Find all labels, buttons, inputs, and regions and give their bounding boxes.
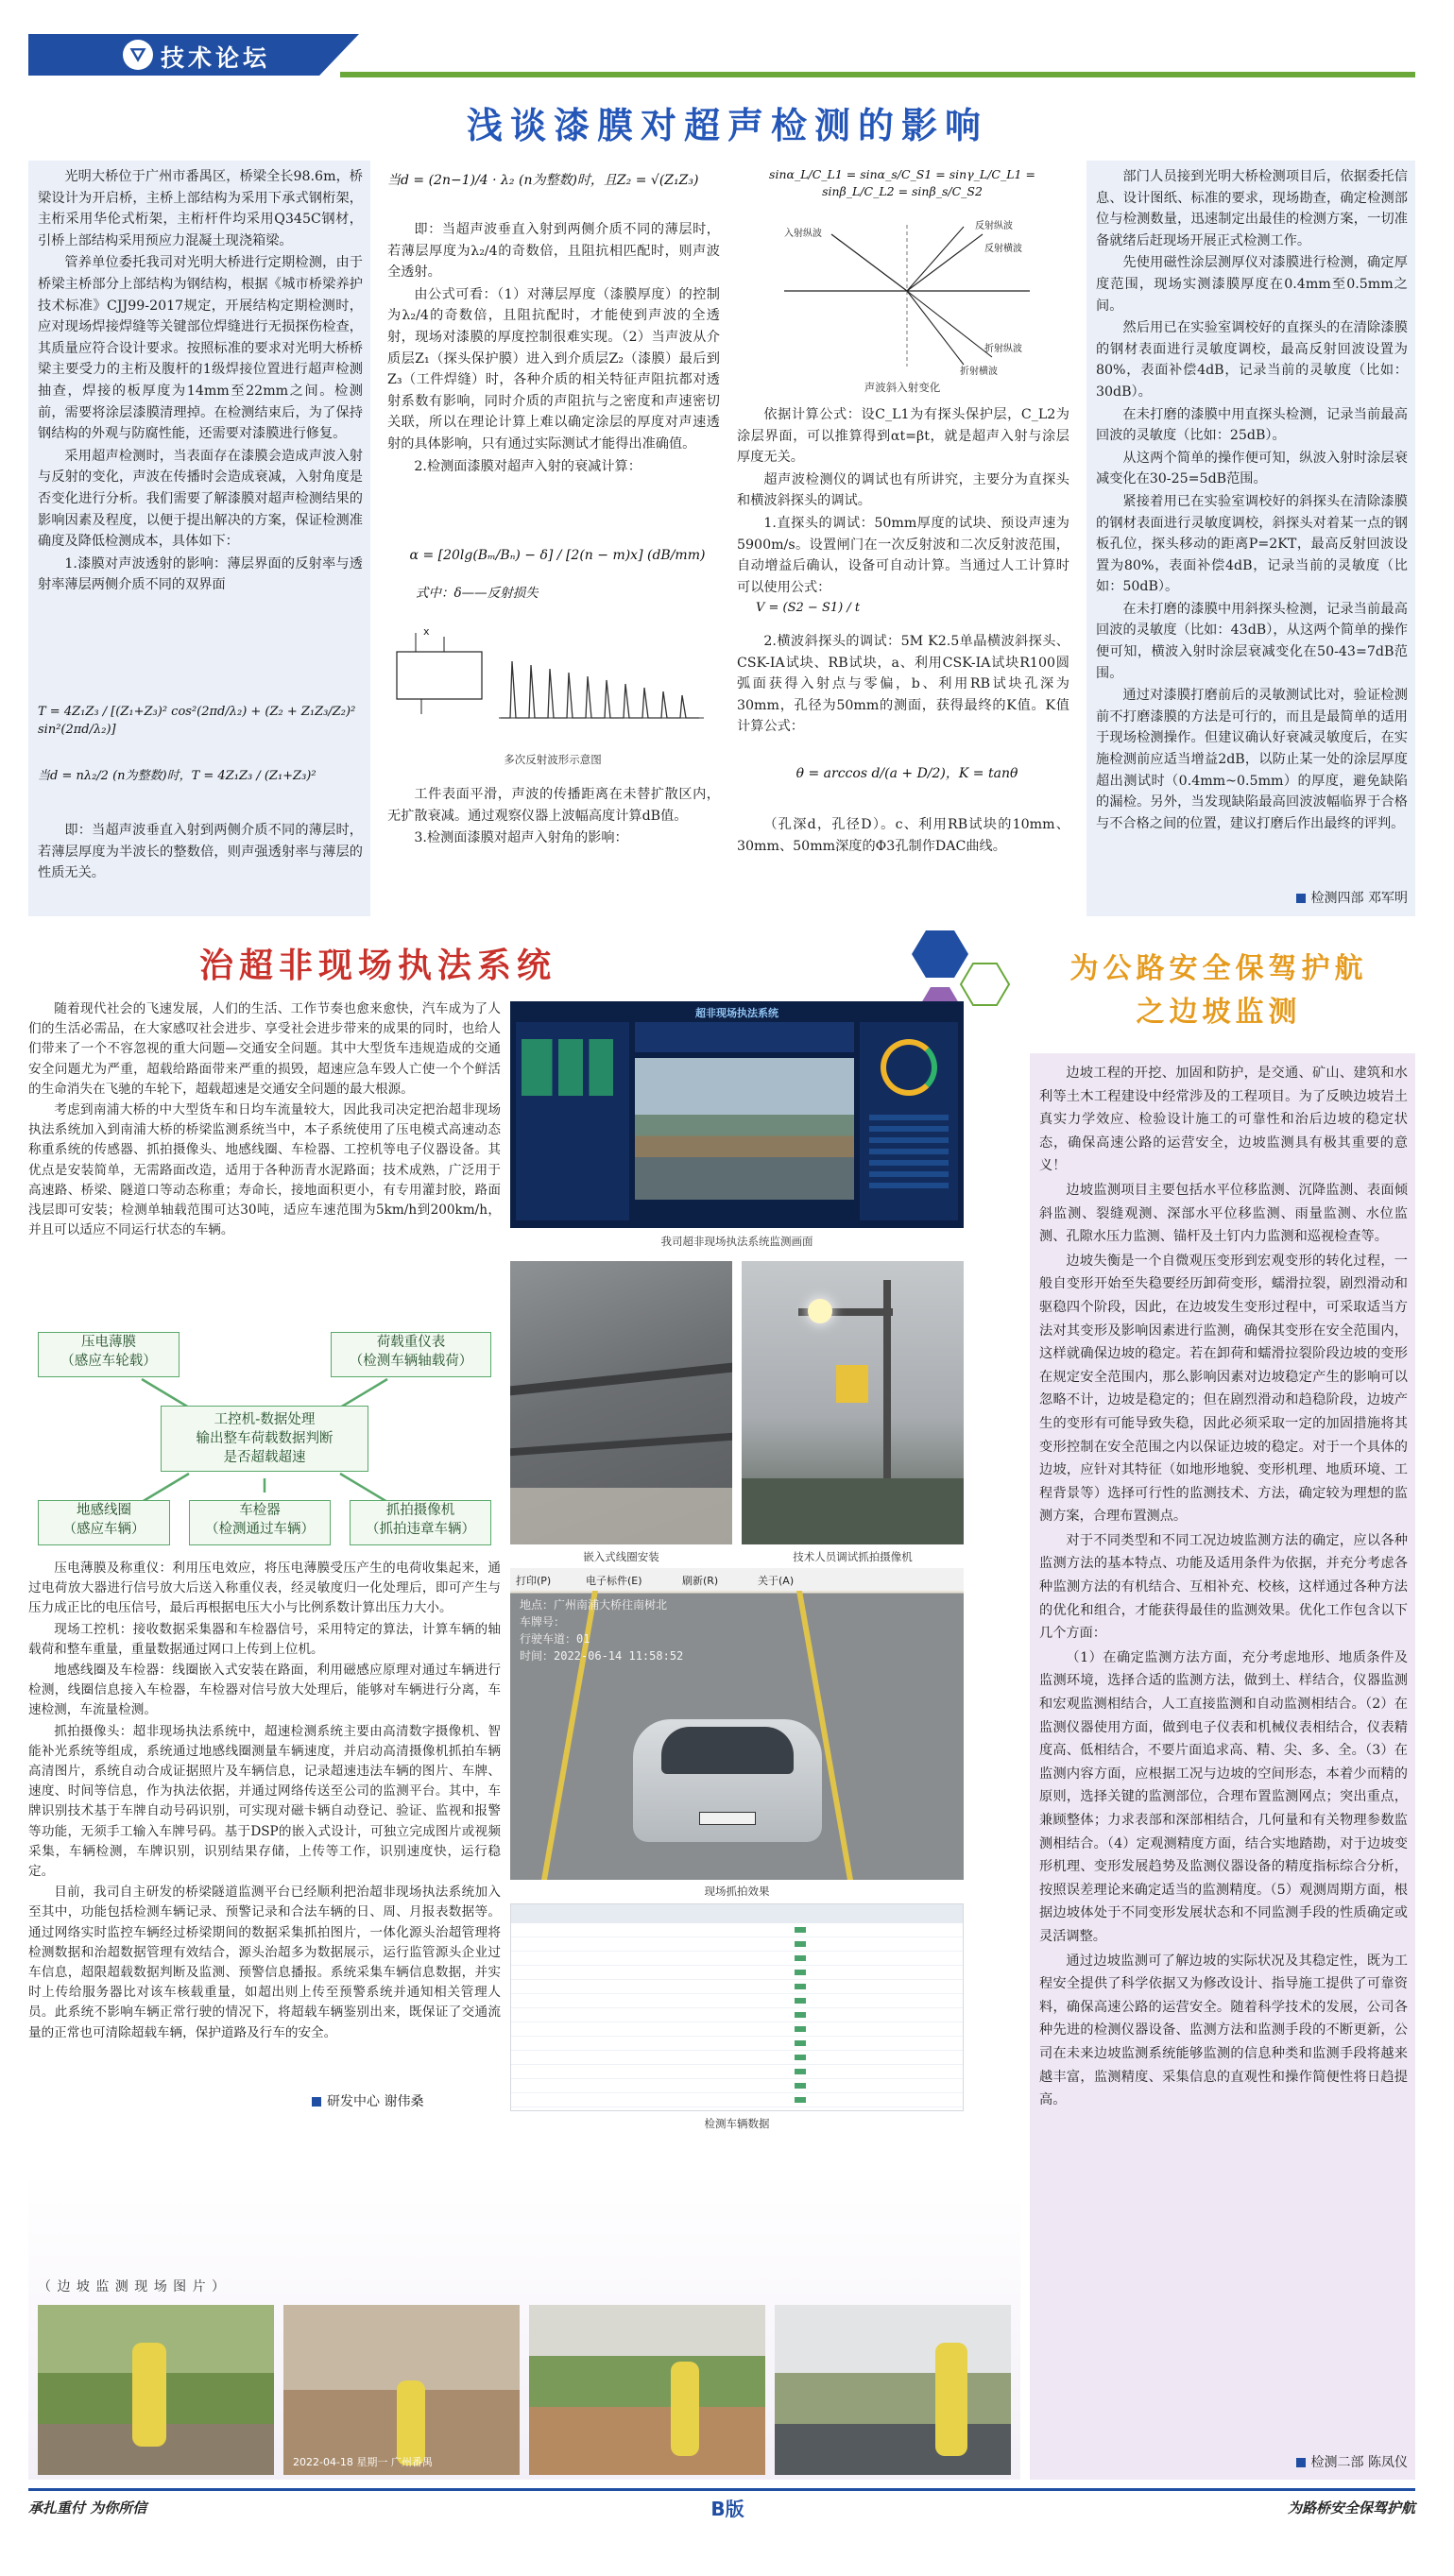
fig-label: 折射横波 xyxy=(960,367,998,376)
paragraph: 边坡工程的开挖、加固和防护，是交通、矿山、建筑和水利等土木工程建设中经常涉及的工程项目。为了反映边坡岩土真实力学效应、检验设计施工的可靠性和治后边坡的稳定状态，确保高速公路的运营安全，边坡监测具有极其重要的意义！ xyxy=(1039,1066,1408,1174)
paragraph: 工件表面平滑，声波的传播距离在未替扩散区内，无扩散衰减。通过观察仪器上波幅高度计算dB值。 xyxy=(387,787,720,824)
oblique-incidence-figure xyxy=(775,215,1039,376)
fig-label: 反射横波 xyxy=(984,244,1022,254)
header-bar xyxy=(28,32,1415,79)
slope-photo xyxy=(775,2305,1011,2475)
article1-col3-text xyxy=(737,404,1069,599)
loop-install-photo xyxy=(510,1261,732,1544)
article1-col1-text xyxy=(38,166,363,597)
photo-stamp: 2022-04-18 星期一 广州番禺 xyxy=(293,2456,433,2468)
article1-col4-text xyxy=(1096,166,1408,835)
footer-line xyxy=(28,2488,1415,2491)
paragraph: 紧接着用已在实验室调校好的斜探头在清除漆膜的钢材表面进行灵敏度调校，斜探头对着某一点的钢板孔位，探头移动的距离P=2KT，最高反射回波设置为80%，表面补偿4dB，记录当前的灵敏度（比如：50dB）。 xyxy=(1096,493,1408,595)
paragraph: 对于不同类型和不同工况边坡监测方法的确定，应以各种监测方法的基本特点、功能及适用条件为依据，并充分考虑各种监测方法的有机结合、互相补充、校核，这样通过各种方法的优化和组合，才能获得最佳的监测效果。优化工作包含以下几个方面： xyxy=(1039,1532,1408,1642)
figure-caption: 多次反射波形示意图 xyxy=(504,753,602,766)
paragraph: 采用超声检测时，当表面存在漆膜会造成声波入射与反射的变化，声波在传播时会造成衰减，入射角度是否变化进行分析。我们需要了解漆膜对超声检测结果的影响因素及程度，以便于提出解决的方案，保证检测准确度及降低检测成本，具体如下： xyxy=(38,448,363,550)
paragraph: 3.检测面漆膜对超声入射角的影响： xyxy=(414,830,628,846)
paragraph: 地感线圈及车检器：线圈嵌入式安装在路面，利用磁感应原理对通过车辆进行检测，线圈信息接入车检器，车检器对信号放大处理后，能够对车辆进行分离，车速检测，车流量检测。 xyxy=(28,1663,501,1718)
flow-box-camera: 抓拍摄像机 （抓拍违章车辆） xyxy=(350,1500,491,1545)
slope-photo xyxy=(529,2305,765,2475)
capture-menu xyxy=(510,1568,964,1591)
paragraph: 考虑到南浦大桥的中大型货车和日均车流量较大，因此我司决定把治超非现场执法系统加入到南浦大桥的桥梁监测系统当中，本子系统使用了压电模式高速动态称重系统的传感器、抓拍摄像头、地感线圈、车检器、工控机等电子仪器设备。其优点是安装简单，无需路面改造，适用于各种沥青水泥路面；技术成熟，广泛用于高速路、桥梁、隧道口等动态称重；寿命长，接地面积更小，有专用灌封胶，路面浅层即可安装；检测单轴载范围可达30吨，适应车速范围为5km/h到200km/h，并且可以适应不同运行状态的车辆。 xyxy=(28,1102,501,1238)
article1-col2-after xyxy=(387,784,720,850)
slope-photo xyxy=(38,2305,274,2475)
paragraph: 抓拍摄像头：超非现场执法系统中，超速检测系统主要由高清数字摄像机、智能补光系统等组成，系统通过地感线圈测量车辆速度，并启动高清摄像机抓拍车辆高清图片，系统自动合成证据照片及车辆信息，记录超速违法车辆的图片、车牌、速度、时间等信息，作为执法依据，并通过网络传送至公司的监测平台。其中，车牌识别技术基于车牌自动号码识别，可实现对磁卡辆自动登记、验证、监视和报警等功能，无须手工输入车牌号码。基于DSP的嵌入式设计，可独立完成图片或视频采集，车辆检测，车牌识别，识别结果存储，上传等工作，识别速度快，运行稳定。 xyxy=(28,1723,501,1880)
signature-marker-icon xyxy=(312,2097,321,2107)
camera-debug-photo xyxy=(742,1261,964,1544)
paragraph: 通过对漆膜打磨前后的灵敏测试比对，验证检测前不打磨漆膜的方法是可行的，而且是最简单的适用于现场检测操作。但建议确认好衰减灵敏度后，在实施检测前应适当增益2dB，以防止某一处的涂层厚度超出测试时（0.4mm~0.5mm）的厚度，避免缺陷的漏检。另外，当发现缺陷最高回波波幅临界于合格与不合格之间的位置，建议打磨后作出最终的评判。 xyxy=(1096,688,1408,831)
capture-menu-item[interactable]: 打印(P) xyxy=(516,1575,552,1587)
paragraph: 管养单位委托我司对光明大桥进行定期检测，由于桥梁主桥部分上部结构为钢结构，根据《城市桥梁养护技术标准》CJJ99-2017规定，开展结构定期检测时，应对现场焊接焊缝等关键部位焊缝进行无损探伤检查，其质量应符合设计要求。按照标准的要求对光明大桥桥梁主要受力的主桁及腹杆的1级焊接位置进行超声检测抽查，焊接的板厚度为14mm至22mm之间。检测前，需要将涂层漆膜清理掉。在检测结束后，为了保持钢结构的外观与防腐性能，还需要对漆膜进行修复。 xyxy=(38,255,363,442)
fig-label: 反射纵波 xyxy=(975,221,1013,231)
article3-title-line2: 之边坡监测 xyxy=(1136,996,1302,1029)
svg-text:x: x xyxy=(423,625,430,638)
photo-strip-caption: （ 边 坡 监 测 现 场 图 片 ） xyxy=(38,2279,227,2295)
formula-quarter-wave: 当d = (2n−1)/4 · λ₂ (n为整数)时，且Z₂ = √(Z₁Z₃) xyxy=(387,173,699,188)
footer-slogan: 为路桥安全保驾护航 xyxy=(1287,2499,1415,2516)
paragraph: （1）在确定监测方法方面，充分考虑地形、地质条件及监测环境，选择合适的监测方法，做到土、样结合，仪器监测和宏观监测相结合，人工直接监测和自动监测相结合。（2）在监测仪器使用方面，做到电子仪表和机械仪表相结合，仪表精度高、低相结合，不要片面追求高、精、尖、多、全。（3）在监测内容方面，应根据工况与边坡的空间形态，本着少而精的原则，选择关键的监测部位，合理布置监测网点；突出重点，兼顾整体；力求表部和深部相结合，几何量和有关物理参数监测相结合。（4）定观测精度方面，结合实地踏勘，对于边坡变形机理、变形发展趋势及监测仪器设备的精度指标综合分析，按照误差理论来确定适当的监测精度。（5）观测周期方面，根据边坡体处于不同变形发展状态和不同监测手段的性质确定或灵活调整。 xyxy=(1039,1649,1408,1944)
paragraph: 2.横波斜探头的调试：5M K2.5单晶横波斜探头、CSK-IA试块、RB试块，a、利用CSK-IA试块R100圆弧面获得入射点与零偏，b、利用RB试块孔深为30mm，孔径为50mm的测面，获得最终的K值。K值计算公式： xyxy=(737,634,1069,735)
fig-label: 入射纵波 xyxy=(784,229,822,239)
article3-text xyxy=(1039,1062,1408,2113)
dashboard-screenshot xyxy=(510,1001,964,1228)
formula-note: 式中：δ——反射损失 xyxy=(416,586,539,601)
multi-reflection-figure xyxy=(387,623,718,746)
flow-box-piezo-sensor: 压电薄膜 （感应车轮载） xyxy=(38,1332,180,1377)
capture-info-overlay: 地点：广州南浦大桥往南树北 车牌号： 行驶车道：01 时间：2022-06-14 11:58:52 xyxy=(520,1598,684,1663)
formula-snell: sinα_L/C_L1 = sinα_s/C_S1 = sinγ_L/C_L1 = sinβ_L/C_L2 = sinβ_s/C_S2 xyxy=(769,167,1035,198)
article2-text-b xyxy=(28,1559,501,2044)
formula-velocity: V = (S2 − S1) / t xyxy=(756,601,861,615)
vehicle-data-table xyxy=(510,1903,964,2111)
slope-photo xyxy=(283,2305,520,2475)
paragraph: 边坡失衡是一个自微观压变形到宏观变形的转化过程，一般自变形开始至失稳要经历卸荷变形，蠕滑拉裂，剧烈滑动和驱稳四个阶段，因此，在边坡发生变形过程中，可采取适当方法对其变形及影响因素进行监测，确保其变形在安全范围内，这样就确保边坡的稳定。若在卸荷和蠕滑拉裂阶段边坡的变形在规定安全范围内，那么影响因素对边坡稳定产生的影响可以忽略不计，边坡是稳定的；但在剧烈滑动和趋稳阶段，边坡产生的变形有可能导致失稳，因此必须采取一定的加固措施将其变形控制在安全范围之内以保证边坡的稳定。对于一个具体的边坡，应针对其特征（如地形地貌、变形机理、地质环境、工程背景等）选择可行性的监测技术、方法，确定较为理想的监测方案，合理布置测点。 xyxy=(1039,1253,1408,1525)
paragraph: 超声波检测仪的调试也有所讲究，主要分为直探头和横波斜探头的调试。 xyxy=(737,471,1069,509)
paragraph: 即：当超声波垂直入射到两侧介质不同的薄层时，若薄层厚度为λ₂/4的奇数倍，且阻抗相匹配时，则声波全透射。 xyxy=(387,222,720,281)
figure-caption: 技术人员调试抓拍摄像机 xyxy=(793,1550,913,1563)
flow-box-ipc: 工控机-数据处理 输出整车荷载数据判断 是否超载超速 xyxy=(161,1406,368,1472)
paragraph: 部门人员接到光明大桥检测项目后，依据委托信息、设计图纸、标准的要求，现场勘查，确定检测部位与检测数量，迅速制定出最佳的检测方案，一切准备就绪后赶现场开展正式检测工作。 xyxy=(1096,169,1408,248)
paragraph: （孔深d，孔径D）。c、利用RB试块的10mm、30mm、50mm深度的Φ3孔制作DAC曲线。 xyxy=(737,817,1069,854)
dashboard-title: 超非现场执法系统 xyxy=(695,1007,778,1019)
fig-label: 折射纵波 xyxy=(984,344,1022,354)
paragraph: 压电薄膜及称重仪：利用压电效应，将压电薄膜受压产生的电荷收集起来，通过电荷放大器进行信号放大后送入称重仪表，经灵敏度归一化处理后，即可产生与压力成正比的电压信号，最后再根据电压大小与比例系数计算出压力大小。 xyxy=(28,1561,501,1616)
figure-caption: 嵌入式线圈安装 xyxy=(583,1550,659,1563)
article2-signature: 研发中心 谢伟桑 xyxy=(312,2091,501,2110)
paragraph: 即：当超声波垂直入射到两侧介质不同的薄层时，若薄层厚度为半波长的整数倍，则声强透射率与薄层的性质无关。 xyxy=(38,823,363,881)
article1-signature: 检测四部 邓军明 xyxy=(1096,888,1408,907)
paragraph: 然后用已在实验室调校好的直探头的在清除漆膜的钢材表面进行灵敏度调校，最高反射回波设置为80%，表面补偿4dB，记录当前的灵敏度（比如：30dB）。 xyxy=(1096,320,1408,400)
paragraph: 光明大桥位于广州市番禺区，桥梁全长98.6m，桥梁设计为开启桥，主桥上部结构为采用下承式钢桁架，主桁采用华伦式桁架，主桁杆件均采用Q345C钢材，引桥上部结构采用预应力混凝土现浇箱梁。 xyxy=(38,169,363,248)
capture-photo xyxy=(510,1568,964,1880)
figure-caption: 声波斜入射变化 xyxy=(864,381,941,394)
formula-transmission-halfwave: 当d = nλ₂/2 (n为整数)时，T = 4Z₁Z₃ / (Z₁+Z₃)² xyxy=(38,769,316,783)
signature-marker-icon xyxy=(1296,894,1306,903)
figure-caption: 检测车辆数据 xyxy=(704,2117,770,2130)
capture-menu-item[interactable]: 电子标件(E) xyxy=(586,1575,642,1587)
section-title: 技术论坛 xyxy=(161,44,271,72)
signature-marker-icon xyxy=(1296,2458,1306,2467)
figure-caption: 我司超非现场执法系统监测画面 xyxy=(660,1235,813,1248)
paragraph: 1.直探头的调试：50mm厚度的试块、预设声速为5900m/s。设置闸门在一次反射波和二次反射波范围，自动增益后确认，设备可自动计算。当通过人工计算时可以使用公式： xyxy=(737,515,1069,595)
article1-col2-text xyxy=(387,219,720,478)
paragraph: 依据计算公式：设C_L1为有探头保护层，C_L2为涂层界面，可以推算得到αt=βt，就是超声入射与涂层厚度无关。 xyxy=(737,407,1069,466)
paragraph: 先使用磁性涂层测厚仪对漆膜进行检测，确定厚度范围，现场实测漆膜厚度在0.4mm至0.5mm之间。 xyxy=(1096,255,1408,314)
paragraph: 现场工控机：接收数据采集器和车检器信号，采用特定的算法，计算车辆的轴载荷和整车重量，重量数据通过网口上传到上位机。 xyxy=(28,1621,501,1657)
article1-col1-conclusion xyxy=(38,820,363,885)
page-label: B版 xyxy=(710,2498,744,2520)
formula-angle: θ = arccos d/(a + D/2)，K = tanθ xyxy=(795,766,1018,781)
article2-text-a xyxy=(28,999,501,1241)
paragraph: 在未打磨的漆膜中用直探头检测，记录当前最高回波的灵敏度（比如：25dB）。 xyxy=(1096,406,1408,444)
article1-col3-text-b xyxy=(737,631,1069,739)
article1-col3-text-c xyxy=(737,814,1069,858)
flow-box-weighing-meter: 荷载重仪表 （检测车辆轴载荷） xyxy=(331,1332,491,1377)
paragraph: 随着现代社会的飞速发展，人们的生活、工作节奏也愈来愈快，汽车成为了人们的生活必需品，在大家感叹社会进步、享受社会进步带来的成果的同时，也给人们带来了一个不容忽视的重大问题—交通安全问题。其中大型货车违规造成的交通安全问题尤为严重，超载给路面带来严重的损毁，超速应急车毁人亡使一个个鲜活的生命消失在飞驰的车轮下，超载超速是交通安全问题的最大根源。 xyxy=(28,1001,501,1097)
figure-caption: 现场抓拍效果 xyxy=(704,1885,770,1898)
article3-signature: 检测二部 陈凤仪 xyxy=(1039,2452,1408,2471)
paragraph: 通过边坡监测可了解边坡的实际状况及其稳定性，既为工程安全提供了科学依据又为修改设计、指导施工提供了可靠资料，确保高速公路的运营安全。随着科学技术的发展，公司各种先进的检测仪器设备、监测方法和监测手段的不断更新，公司在未来边坡监测系统能够监测的信息种类和监测手段将越来越丰富，监测精度、采集信息的直观性和操作简便性将日趋提高。 xyxy=(1039,1953,1408,2108)
paragraph: 在未打磨的漆膜中用斜探头检测，记录当前最高回波的灵敏度（比如：43dB），从这两个简单的操作便可知，横波入射时涂层衰减变化在50-43=7dB范围。 xyxy=(1096,601,1408,681)
capture-menu-item[interactable]: 关于(A) xyxy=(758,1575,795,1587)
article3-title-line1: 为公路安全保驾护航 xyxy=(1069,952,1368,985)
flow-box-ground-loop: 地感线圈 （感应车辆） xyxy=(38,1500,170,1545)
article2-title: 治超非现场执法系统 xyxy=(198,947,556,985)
paragraph: 由公式可看：（1）对薄层厚度（漆膜厚度）的控制为λ₂/4的奇数倍，且阻抗配时，才能使到声波的全透射，现场对漆膜的厚度控制很难实现。（2）当声波从介质层Z₁（探头保护膜）进入到介质层Z₂（漆膜）最后到Z₃（工件焊缝）时，各种介质的相关特征声阻抗都对透射系数有影响，同时介质的声阻抗与之密度和声速密切关联，所以在理论计算上难以确定涂层的厚度对声速透射的具体影响，只有通过实际测试才能得出准确值。 xyxy=(387,286,720,452)
paragraph: 1.漆膜对声波透射的影响：薄层界面的反射率与透射率薄层两侧介质不同的双界面 xyxy=(38,555,363,593)
formula-attenuation: α = [20lg(Bₘ/Bₙ) − δ] / [2(n − m)x] (dB/mm) xyxy=(409,548,706,563)
paragraph: 从这两个简单的操作便可知，纵波入射时涂层衰减变化在30-25=5dB范围。 xyxy=(1096,450,1408,487)
capture-menu-item[interactable]: 刷新(R) xyxy=(682,1575,719,1587)
formula-transmission: T = 4Z₁Z₃ / [(Z₁+Z₃)² cos²(2πd/λ₂) + (Z₂ + Z₁Z₃/Z₂)² sin²(2πd/λ₂)] xyxy=(38,705,356,737)
header-green-line xyxy=(340,72,1415,77)
footer-motto: 承扎重付 为你所信 xyxy=(28,2499,147,2516)
main-title: 浅谈漆膜对超声检测的影响 xyxy=(466,105,988,146)
paragraph: 目前，我司自主研发的桥梁隧道监测平台已经顺利把治超非现场执法系统加入至其中，功能包括检测车辆记录、预警记录和合法车辆的日、周、月报表数据等。通过网络实时监控车辆经过桥梁期间的数据采集抓拍图片，一体化源头治超管理将检测数据和治超数据管理有效结合，源头治超多为数据展示，运行监管源头企业过车信息，超限超载数据判断及监测、预警信息播报。系统采集车辆信息数据，并实时上传给服务器比对该车核载重量，如超出则上传至预警系统并通知相关管理人员。此系统不影响车辆正常行驶的情况下，将超载车辆鉴别出来，既保证了交通流量的正常也可清除超载车辆，保护道路及行车的安全。 xyxy=(28,1885,501,2040)
header-logo-icon: ⛛ xyxy=(123,40,153,70)
paragraph: 边坡监测项目主要包括水平位移监测、沉降监测、表面倾斜监测、裂缝观测、深部水平位移监测、雨量监测、水位监测、孔隙水压力监测、锚杆及土钉内力监测和巡视检查等。 xyxy=(1039,1182,1408,1245)
flow-box-vehicle-detector: 车检器 （检测通过车辆） xyxy=(189,1500,331,1545)
paragraph: 2.检测面漆膜对超声入射的衰减计算： xyxy=(414,458,641,474)
